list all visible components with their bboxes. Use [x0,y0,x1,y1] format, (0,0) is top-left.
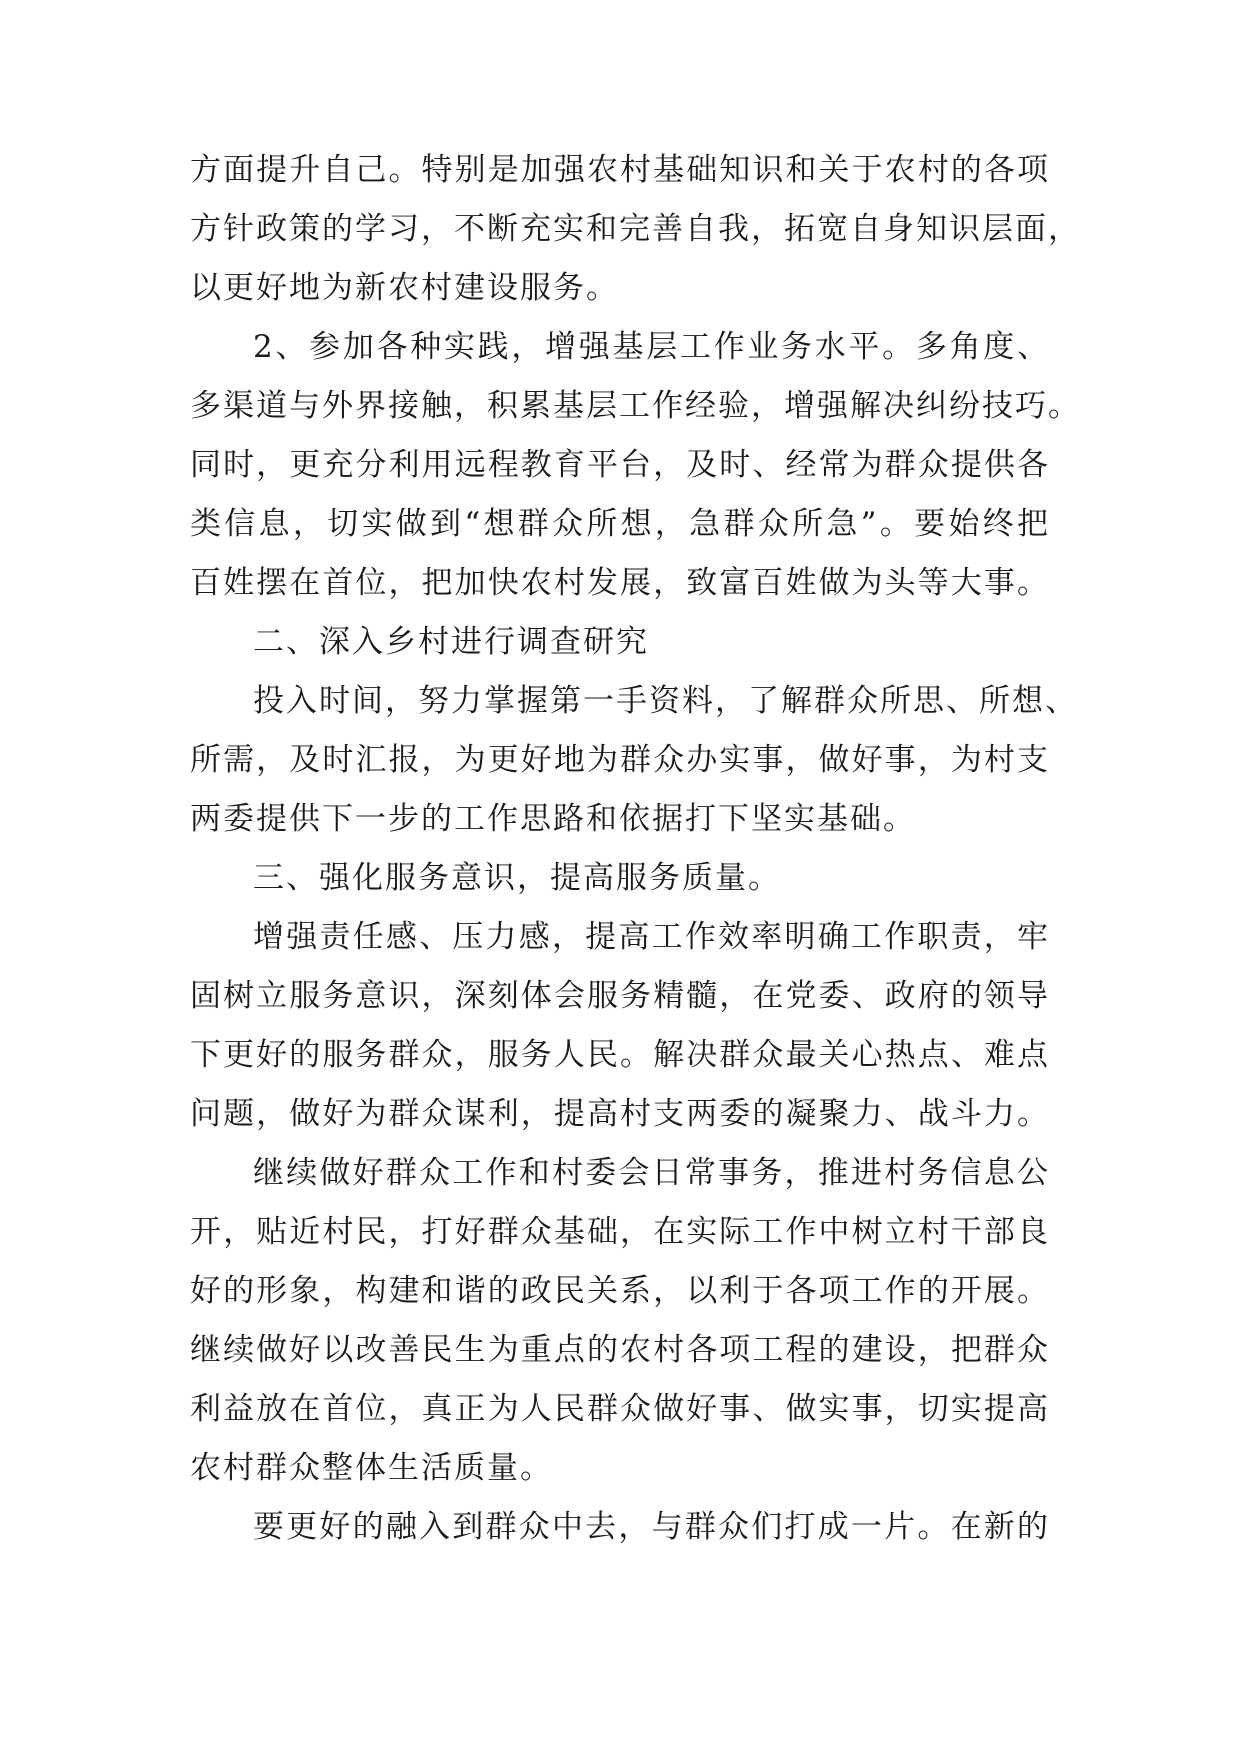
paragraph-line: 类信息，切实做到“想群众所想，急群众所急”。要始终把 [190,506,1050,542]
paragraph-line: 固树立服务意识，深刻体会服务精髓，在党委、政府的领导 [190,978,1050,1014]
paragraph-line: 投入时间，努力掌握第一手资料，了解群众所思、所想、 [253,683,1078,719]
paragraph-line: 农村群众整体生活质量。 [190,1450,553,1486]
paragraph-line: 增强责任感、压力感，提高工作效率明确工作职责，牢 [253,919,1050,955]
paragraph-line: 要更好的融入到群众中去，与群众们打成一片。在新的 [253,1509,1050,1545]
paragraph-line: 方针政策的学习，不断充实和完善自我，拓宽自身知识层面， [190,211,1081,247]
paragraph-line: 开，贴近村民，打好群众基础，在实际工作中树立村干部良 [190,1214,1050,1250]
paragraph-line: 方面提升自己。特别是加强农村基础知识和关于农村的各项 [190,152,1050,188]
paragraph-line: 问题，做好为群众谋利，提高村支两委的凝聚力、战斗力。 [190,1096,1050,1132]
paragraph-line: 下更好的服务群众，服务人民。解决群众最关心热点、难点 [190,1037,1050,1073]
paragraph-line: 2、参加各种实践，增强基层工作业务水平。多角度、 [253,329,1050,365]
paragraph-line: 以更好地为新农村建设服务。 [190,270,619,306]
paragraph-line: 同时，更充分利用远程教育平台，及时、经常为群众提供各 [190,447,1050,483]
paragraph-line: 继续做好群众工作和村委会日常事务，推进村务信息公 [253,1155,1050,1191]
section-heading: 二、深入乡村进行调查研究 [253,624,649,660]
paragraph-line: 所需，及时汇报，为更好地为群众办实事，做好事，为村支 [190,742,1050,778]
section-heading: 三、强化服务意识，提高服务质量。 [253,860,781,896]
paragraph-line: 好的形象，构建和谐的政民关系，以利于各项工作的开展。 [190,1273,1050,1309]
paragraph-line: 利益放在首位，真正为人民群众做好事、做实事，切实提高 [190,1391,1050,1427]
paragraph-line: 多渠道与外界接触，积累基层工作经验，增强解决纠纷技巧。 [190,388,1081,424]
paragraph-line: 继续做好以改善民生为重点的农村各项工程的建设，把群众 [190,1332,1050,1368]
paragraph-line: 百姓摆在首位，把加快农村发展，致富百姓做为头等大事。 [190,565,1050,601]
paragraph-line: 两委提供下一步的工作思路和依据打下坚实基础。 [190,801,916,837]
